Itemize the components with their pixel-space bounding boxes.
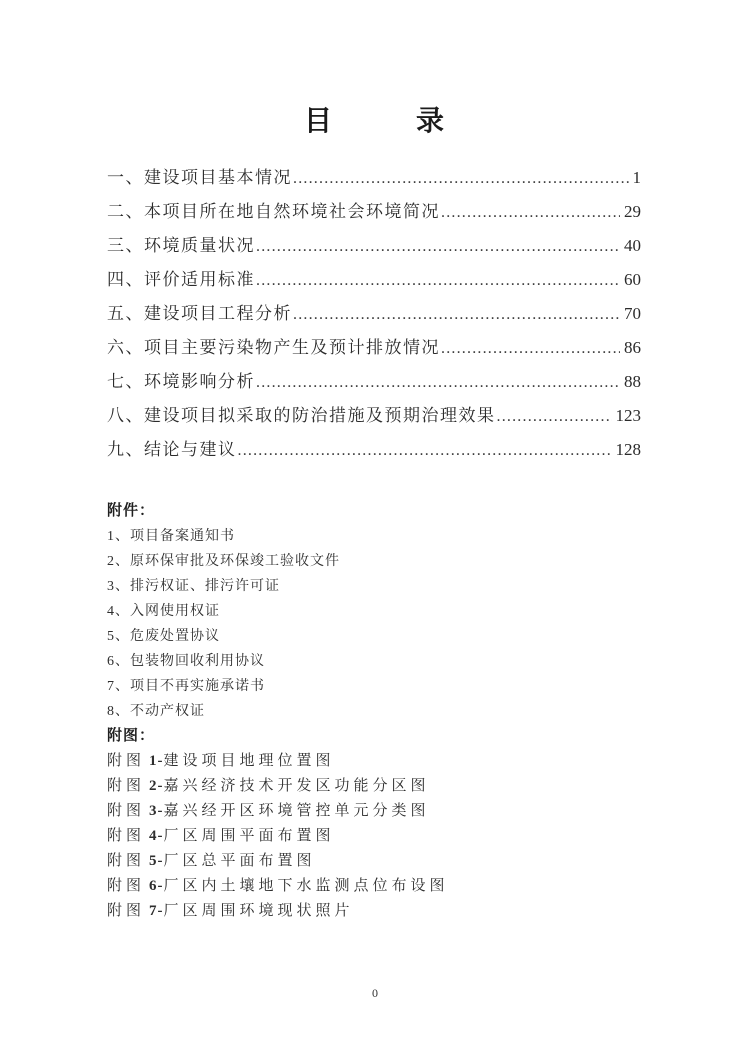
toc-entry-label: 九、结论与建议 [107, 439, 237, 459]
figure-item-title: 厂区总平面布置图 [163, 852, 316, 869]
figure-item-title: 厂区周围环境现状照片 [163, 902, 354, 919]
attachments-heading: 附件： [107, 502, 156, 519]
figure-item-title: 厂区周围平面布置图 [163, 827, 335, 844]
figure-item-number: 1- [149, 752, 164, 769]
figure-item-number: 7- [149, 902, 164, 919]
attachment-item: 7、项目不再实施承诺书 [107, 678, 265, 694]
dot-leader [441, 331, 620, 366]
attachment-item: 1、项目备案通知书 [107, 528, 235, 544]
dot-leader [238, 433, 612, 468]
figure-item-number: 5- [149, 852, 164, 869]
figure-item-number: 6- [149, 877, 164, 894]
figure-item-title: 建设项目地理位置图 [163, 752, 335, 769]
figure-item-prefix: 附图 [107, 852, 146, 869]
figure-item-number: 3- [149, 802, 164, 819]
figure-item [107, 824, 641, 849]
toc-entry-page: 40 [624, 235, 641, 255]
figure-item-title: 嘉兴经开区环境管控单元分类图 [163, 802, 430, 819]
attachment-item: 4、入网使用权证 [107, 603, 220, 619]
figure-item [107, 749, 641, 774]
dot-leader [293, 161, 629, 196]
toc-entry [107, 365, 641, 399]
figure-item-prefix: 附图 [107, 827, 146, 844]
dot-leader [293, 297, 620, 332]
toc-entry-page: 70 [624, 303, 641, 323]
attachment-item: 6、包装物回收利用协议 [107, 653, 265, 669]
toc-entry [107, 433, 641, 467]
toc-entry-page: 86 [624, 337, 641, 357]
toc-entry-page: 128 [615, 439, 641, 459]
figure-item [107, 799, 641, 824]
toc-entry [107, 297, 641, 331]
toc-entry-label: 七、环境影响分析 [107, 371, 255, 391]
toc-entry-page: 88 [624, 371, 641, 391]
toc-entry-label: 三、环境质量状况 [107, 235, 255, 255]
toc-entry-page: 123 [615, 405, 641, 425]
figures-section [107, 724, 641, 924]
figure-item [107, 899, 641, 924]
toc-entry-label: 六、项目主要污染物产生及预计排放情况 [107, 337, 440, 357]
figure-item-title: 厂区内土壤地下水监测点位布设图 [163, 877, 449, 894]
page-title-right: 录 [416, 105, 445, 137]
figure-item [107, 849, 641, 874]
attachment-item: 8、不动产权证 [107, 703, 205, 719]
toc-entry [107, 263, 641, 297]
figure-item-prefix: 附图 [107, 752, 146, 769]
figure-item-number: 2- [149, 777, 164, 794]
figure-item-prefix: 附图 [107, 877, 146, 894]
page-title [107, 107, 641, 137]
toc-entry [107, 161, 641, 195]
figure-item-prefix: 附图 [107, 902, 146, 919]
figures-heading: 附图： [107, 727, 156, 744]
toc-entry [107, 229, 641, 263]
attachment-item: 2、原环保审批及环保竣工验收文件 [107, 553, 340, 569]
figure-item-title: 嘉兴经济技术开发区功能分区图 [163, 777, 430, 794]
toc-entry-label: 五、建设项目工程分析 [107, 303, 292, 323]
footer-page-number: 0 [372, 986, 378, 1000]
toc-entry-label: 四、评价适用标准 [107, 269, 255, 289]
dot-leader [256, 263, 620, 298]
dot-leader [256, 365, 620, 400]
dot-leader [441, 195, 620, 230]
toc-entry-label: 一、建设项目基本情况 [107, 167, 292, 187]
figure-item [107, 774, 641, 799]
toc-entry-label: 八、建设项目拟采取的防治措施及预期治理效果 [107, 405, 496, 425]
figure-item-prefix: 附图 [107, 777, 146, 794]
dot-leader [497, 399, 612, 434]
toc-entry-page: 60 [624, 269, 641, 289]
figure-item [107, 874, 641, 899]
attachment-item: 3、排污权证、排污许可证 [107, 578, 280, 594]
figure-item-number: 4- [149, 827, 164, 844]
toc-entry [107, 399, 641, 433]
dot-leader [256, 229, 620, 264]
toc-entry [107, 331, 641, 365]
toc-entry-label: 二、本项目所在地自然环境社会环境简况 [107, 201, 440, 221]
page-title-left: 目 [303, 105, 332, 137]
toc-entry-page: 29 [624, 201, 641, 221]
attachment-item: 5、危废处置协议 [107, 628, 220, 644]
figure-item-prefix: 附图 [107, 802, 146, 819]
toc-entry [107, 195, 641, 229]
attachments-section [107, 499, 641, 724]
table-of-contents [107, 161, 641, 467]
toc-entry-page: 1 [632, 167, 641, 187]
